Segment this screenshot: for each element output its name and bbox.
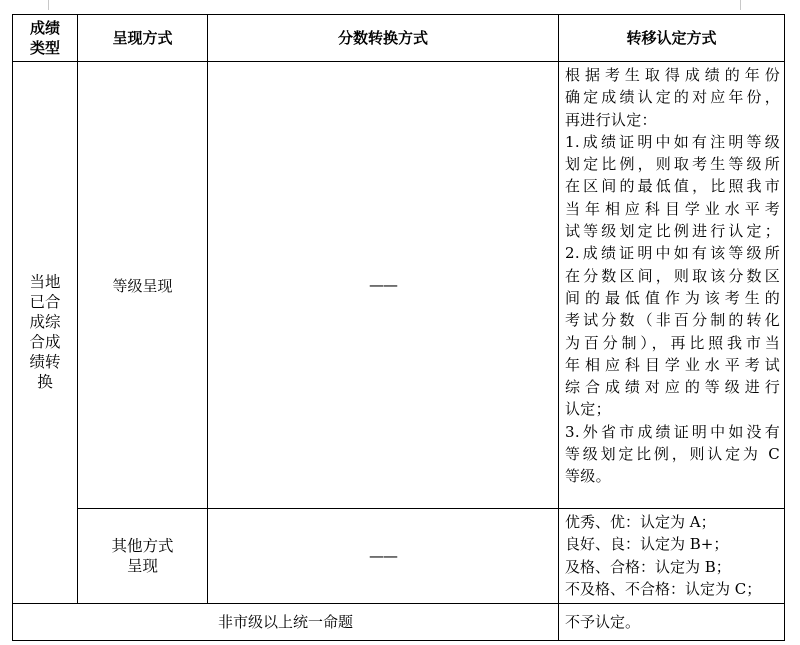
- rule-line: 考试分数（非百分制的转化: [565, 311, 780, 330]
- category-line: 换: [37, 373, 53, 392]
- crop-mark-right: [740, 0, 741, 10]
- presentation-cell-other: [78, 509, 208, 604]
- header-category-line-1: 成绩: [29, 19, 60, 37]
- footer-label: 非市级以上统一命题: [13, 603, 559, 640]
- header-conversion: 分数转换方式: [208, 15, 559, 62]
- category-line: 合成: [29, 333, 61, 352]
- rule-line: 在分数区间，则取该分数区: [565, 266, 780, 285]
- recognition-cell-other: [559, 509, 785, 604]
- rule-line: 根据考生取得成绩的年份: [565, 66, 780, 84]
- grade-transfer-table: [12, 14, 785, 641]
- recognition-cell-grade: [559, 62, 785, 509]
- presentation-label: 其他方式: [111, 536, 174, 555]
- footer-recognition: 不予认定。: [559, 603, 785, 640]
- presentation-label: 等级呈现: [112, 276, 173, 295]
- rule-line: 年相应科目学业水平考试: [565, 355, 780, 374]
- rule-line: 试等级划定比例进行认定；: [565, 222, 780, 241]
- rule-line: 划定比例，则取考生等级所: [565, 155, 780, 174]
- rule-line: 为百分制），再比照我市当: [565, 333, 780, 352]
- table-row-grade: [13, 62, 785, 509]
- mapping-line: 不及格、不合格：认定为 C；: [565, 580, 762, 599]
- mapping-line: 优秀、优：认定为 A；: [565, 513, 716, 531]
- rule-line: 等级。: [565, 467, 611, 486]
- rule-line: 3.外省市成绩证明中如没有: [565, 422, 780, 441]
- header-presentation: 呈现方式: [78, 15, 208, 62]
- rule-line: 当年相应科目学业水平考: [565, 199, 780, 218]
- presentation-label: 呈现: [126, 556, 158, 575]
- rule-line: 1.成绩证明中如有注明等级: [565, 132, 780, 151]
- rule-line: 再进行认定：: [565, 110, 657, 129]
- rule-line: 在区间的最低值，比照我市: [565, 177, 780, 196]
- conversion-cell-other: [208, 509, 559, 604]
- presentation-cell-grade: [78, 62, 208, 509]
- category-line: 绩转: [29, 353, 61, 372]
- mapping-line: 良好、良：认定为 B+；: [565, 535, 729, 554]
- category-line: 成综: [29, 313, 61, 332]
- header-recognition: 转移认定方式: [559, 15, 785, 62]
- rule-line: 2.成绩证明中如有该等级所: [565, 244, 780, 263]
- conversion-cell-grade: [208, 62, 559, 509]
- rule-line: 确定成绩认定的对应年份，: [565, 88, 780, 107]
- table-row-footer: [13, 603, 785, 640]
- rule-line: 综合成绩对应的等级进行: [565, 378, 780, 397]
- crop-mark-left: [48, 0, 49, 10]
- table-row-other: [13, 509, 785, 604]
- category-line: 当地: [29, 273, 61, 292]
- rule-line: 认定；: [565, 400, 611, 419]
- header-row: [13, 15, 785, 62]
- rule-line: 间的最低值作为该考生的: [565, 288, 780, 307]
- rule-line: 等级划定比例，则认定为 C: [565, 445, 780, 464]
- empty-dash: ——: [369, 546, 397, 565]
- header-category-line-2: 类型: [29, 39, 60, 57]
- header-category: [13, 15, 78, 62]
- mapping-line: 及格、合格：认定为 B；: [565, 557, 731, 576]
- category-line: 已合: [29, 293, 61, 312]
- category-cell: [13, 62, 78, 604]
- empty-dash: ——: [369, 276, 397, 294]
